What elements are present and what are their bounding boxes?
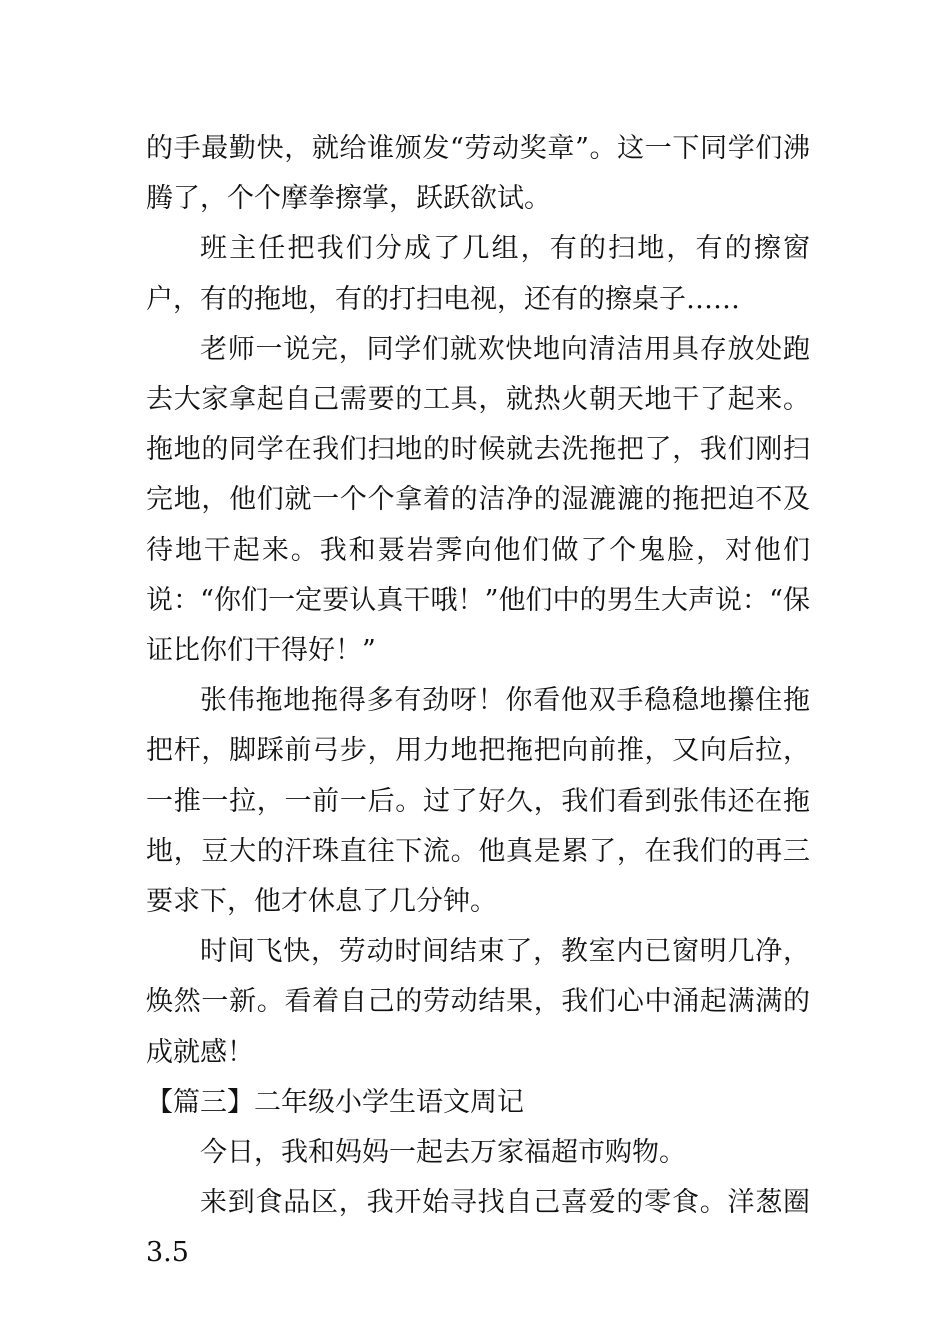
paragraph-groups: 班主任把我们分成了几组，有的扫地，有的擦窗户，有的拖地，有的打扫电视，还有的擦桌子…… — [146, 233, 810, 315]
paragraph-zhang-wei: 张伟拖地拖得多有劲呀！你看他双手稳稳地攥住拖把杆，脚踩前弓步，用力地把拖把向前推，又向后拉，一推一拉，一前一后。过了好久，我们看到张伟还在拖地，豆大的汗珠直往下流。他真是累了，在我们的再三要求下，他才休息了几分钟。 — [146, 685, 810, 918]
paragraph-cleaning: 老师一说完，同学们就欢快地向清洁用具存放处跑去大家拿起自己需要的工具，就热火朝天地干了起来。拖地的同学在我们扫地的时候就去洗拖把了，我们刚扫完地，他们就一个个拿着的洁净的湿漉漉的拖把迫不及待地干起来。我和聂岩霁向他们做了个鬼脸，对他们说：“你们一定要认真干哦！”他们中的男生大声说：“保证比你们干得好！” — [146, 333, 810, 667]
paragraph-ending: 时间飞快，劳动时间结束了，教室内已窗明几净，焕然一新。看着自己的劳动结果，我们心中涌起满满的成就感！ — [146, 936, 810, 1068]
paragraph-continued: 的手最勤快，就给谁颁发“劳动奖章”。这一下同学们沸腾了，个个摩拳擦掌，跃跃欲试。 — [146, 133, 810, 215]
paragraph-supermarket: 今日，我和妈妈一起去万家福超市购物。 — [200, 1137, 686, 1169]
document-page — [146, 124, 810, 1279]
section-heading: 【篇三】二年级小学生语文周记 — [146, 1086, 524, 1118]
paragraph-snacks: 来到食品区，我开始寻找自己喜爱的零食。洋葱圈3.5 — [146, 1187, 810, 1269]
